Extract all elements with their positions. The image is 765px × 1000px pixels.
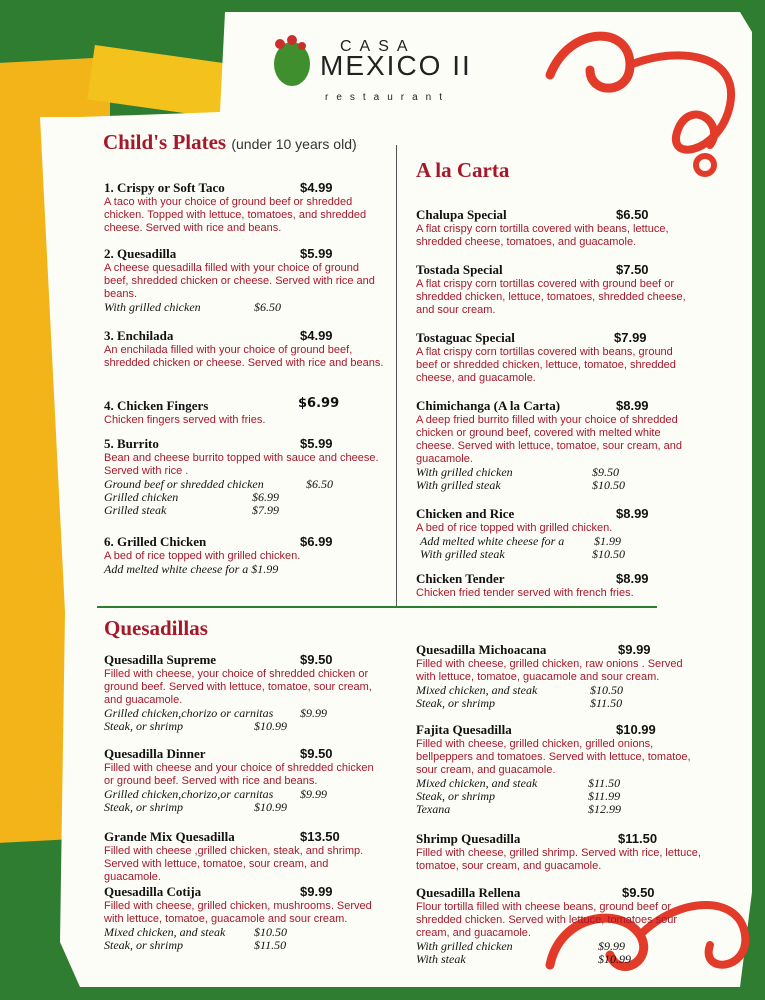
menu-item <box>416 262 696 317</box>
item-option: Steak, or shrimp $10.99 <box>104 800 287 814</box>
item-name: Chicken and Rice <box>416 506 515 521</box>
item-price: $8.99 <box>616 571 649 586</box>
item-option: Mixed chicken, and steak $10.50 <box>104 925 287 939</box>
item-desc: A flat crispy corn tortillas covered with ground beef or shredded chicken, lettuce, tomatoes, shredded cheese, and sour cream. <box>416 278 686 316</box>
item-price: $9.50 <box>622 885 655 900</box>
menu-item <box>104 398 384 427</box>
item-desc: A deep fried burrito filled with your choice of shredded chicken or ground beef, covered with melted white cheese. Served with lettuce, tomatoe, sour cream, and guacamole. <box>416 414 682 465</box>
childs-plates-title: Child's Plates <box>103 130 227 154</box>
item-option: Mixed chicken, and steak $10.50 <box>416 683 623 697</box>
item-price: $5.99 <box>300 246 333 261</box>
menu-item <box>104 746 374 814</box>
item-price: $9.50 <box>300 746 333 761</box>
item-desc: Filled with cheese, grilled chicken, mushrooms. Served with lettuce, tomatoe, guacamole and sour cream. <box>104 900 372 925</box>
item-desc: Filled with cheese, grilled chicken, grilled onions, bellpeppers and tomatoes. Served with lettuce, tomatoe, sour cream, and guacamole. <box>416 738 691 776</box>
section-title-quesadillas: Quesadillas <box>104 616 208 640</box>
item-desc: Filled with cheese, grilled shrimp. Served with rice, lettuce, tomatoe, sour cream, and guacamole. <box>416 847 701 872</box>
item-name: 4. Chicken Fingers <box>104 398 209 413</box>
item-name: Shrimp Quesadilla <box>416 831 521 846</box>
item-desc: Filled with cheese and your choice of shredded chicken or ground beef. Served with rice and beans. <box>104 762 374 787</box>
item-name: Grande Mix Quesadilla <box>104 829 235 844</box>
item-price: $9.99 <box>300 884 333 899</box>
menu-item <box>416 642 701 710</box>
item-option: Steak, or shrimp $11.99 <box>416 789 621 803</box>
item-desc: Flour tortilla filled with cheese beans, ground beef or shredded chicken. Served with lettuce, tomatoes sour cream, and guacamole. <box>416 901 678 939</box>
item-desc: Filled with cheese ,grilled chicken, steak, and shrimp. Served with lettuce, tomatoe, sour cream, and guacamole. <box>104 845 364 883</box>
item-option: Grilled steak $7.99 <box>104 503 279 517</box>
menu-item <box>416 398 696 492</box>
item-name: Quesadilla Dinner <box>104 746 206 761</box>
item-name: 5. Burrito <box>104 436 159 451</box>
item-price: $7.50 <box>616 262 649 277</box>
menu-item <box>104 246 384 314</box>
item-price: $6.50 <box>616 207 649 222</box>
item-price: $5.99 <box>300 436 333 451</box>
item-name: Quesadilla Michoacana <box>416 642 547 657</box>
item-desc: A flat crispy corn tortillas covered with beans, ground beef or shredded chicken, lettuce, tomatoe, shredded cheese, and guacamole. <box>416 346 676 384</box>
item-desc: Filled with cheese, your choice of shredded chicken or ground beef. Served with lettuce, tomatoe, sour cream, and guacamole. <box>104 668 372 706</box>
item-price: $9.50 <box>300 652 333 667</box>
item-name: Chicken Tender <box>416 571 505 586</box>
item-price: $9.99 <box>618 642 651 657</box>
item-desc: Chicken fried tender served with french fries. <box>416 587 634 599</box>
item-name: Fajita Quesadilla <box>416 722 512 737</box>
logo-restaurant: restaurant <box>325 92 451 103</box>
menu-item <box>416 831 701 873</box>
item-option: With grilled chicken $6.50 <box>104 300 281 314</box>
item-name: 6. Grilled Chicken <box>104 534 207 549</box>
item-option: Steak, or shrimp $11.50 <box>104 938 287 952</box>
item-price: $6.99 <box>300 534 333 549</box>
item-desc: A taco with your choice of ground beef or shredded chicken. Topped with lettuce, tomatoes, and shredded cheese. Served with rice and beans. <box>104 196 367 234</box>
item-desc: A cheese quesadilla filled with your choice of ground beef, shredded chicken or cheese. Served with rice and beans. <box>104 262 375 300</box>
item-price: $4.99 <box>300 328 333 343</box>
item-desc: Filled with cheese, grilled chicken, raw onions . Served with lettuce, tomatoe, guacamole and sour cream. <box>416 658 683 683</box>
item-name: Chimichanga (A la Carta) <box>416 398 561 413</box>
item-desc: A bed of rice topped with grilled chicken. <box>104 550 301 562</box>
item-option: Ground beef or shredded chicken $6.50 <box>104 477 333 491</box>
item-option: With grilled chicken $9.50 <box>416 465 619 479</box>
item-option: With steak $10.99 <box>416 952 631 966</box>
item-price: $7.99 <box>614 330 647 345</box>
menu-item <box>416 885 701 966</box>
item-option: Grilled chicken $6.99 <box>104 490 279 504</box>
menu-item <box>416 722 701 816</box>
item-price: $4.99 <box>300 180 333 195</box>
item-option: With grilled chicken $9.99 <box>416 939 625 953</box>
red-swirl-top-icon <box>530 15 760 185</box>
casa-mexico-logo <box>270 32 500 112</box>
item-price: $10.99 <box>616 722 656 737</box>
menu-item <box>416 506 696 561</box>
item-option: With grilled steak $10.50 <box>420 547 625 561</box>
item-price-handwritten: $6.99 <box>298 396 340 411</box>
item-option: Add melted white cheese for a $1.99 <box>420 534 621 548</box>
menu-item <box>104 328 384 370</box>
menu-item <box>416 207 696 249</box>
section-title-childs-plates <box>103 130 357 155</box>
item-name: 2. Quesadilla <box>104 246 177 261</box>
item-price: $13.50 <box>300 829 340 844</box>
item-desc: Bean and cheese burrito topped with sauce and cheese. Served with rice . <box>104 452 379 477</box>
item-name: 1. Crispy or Soft Taco <box>104 180 225 195</box>
item-option: Grilled chicken,chorizo,or carnitas $9.99 <box>104 787 327 801</box>
item-name: Chalupa Special <box>416 207 507 222</box>
cactus-icon <box>270 32 314 88</box>
menu-item <box>416 330 696 385</box>
item-desc: A flat crispy corn tortilla covered with beans, lettuce, shredded cheese, tomatoes, and guacamole. <box>416 223 669 248</box>
item-name: Tostaguac Special <box>416 330 515 345</box>
menu-item <box>104 652 374 733</box>
item-name: Quesadilla Rellena <box>416 885 521 900</box>
item-name: Tostada Special <box>416 262 503 277</box>
logo-casa: CASA <box>340 38 416 55</box>
item-name: Quesadilla Supreme <box>104 652 217 667</box>
item-option: Grilled chicken,chorizo or carnitas $9.99 <box>104 706 327 720</box>
item-option: Add melted white cheese for a $1.99 <box>104 562 279 576</box>
item-option: With grilled steak $10.50 <box>416 478 625 492</box>
item-price: $8.99 <box>616 506 649 521</box>
menu-item <box>104 436 384 517</box>
childs-plates-subtitle: (under 10 years old) <box>231 136 357 152</box>
item-desc: A bed of rice topped with grilled chicken. <box>416 522 613 534</box>
item-option: Steak, or shrimp $10.99 <box>104 719 287 733</box>
item-name: Quesadilla Cotija <box>104 884 202 899</box>
menu-item <box>104 534 384 576</box>
item-option: Texana $12.99 <box>416 802 621 816</box>
section-title-a-la-carta: A la Carta <box>416 158 510 182</box>
menu-item <box>104 829 384 884</box>
item-desc: An enchilada filled with your choice of ground beef, shredded chicken or cheese. Served with rice and beans. <box>104 344 384 369</box>
section-divider <box>97 606 657 608</box>
item-option: Mixed chicken, and steak $11.50 <box>416 776 621 790</box>
logo-mexico: MEXICO II <box>320 50 472 81</box>
item-desc: Chicken fingers served with fries. <box>104 414 266 426</box>
item-price: $8.99 <box>616 398 649 413</box>
item-option: Steak, or shrimp $11.50 <box>416 696 623 710</box>
menu-item <box>104 884 374 952</box>
menu-item <box>104 180 384 235</box>
item-name: 3. Enchilada <box>104 328 174 343</box>
menu-item <box>416 571 696 600</box>
item-price: $11.50 <box>618 831 658 846</box>
column-divider <box>396 145 397 607</box>
